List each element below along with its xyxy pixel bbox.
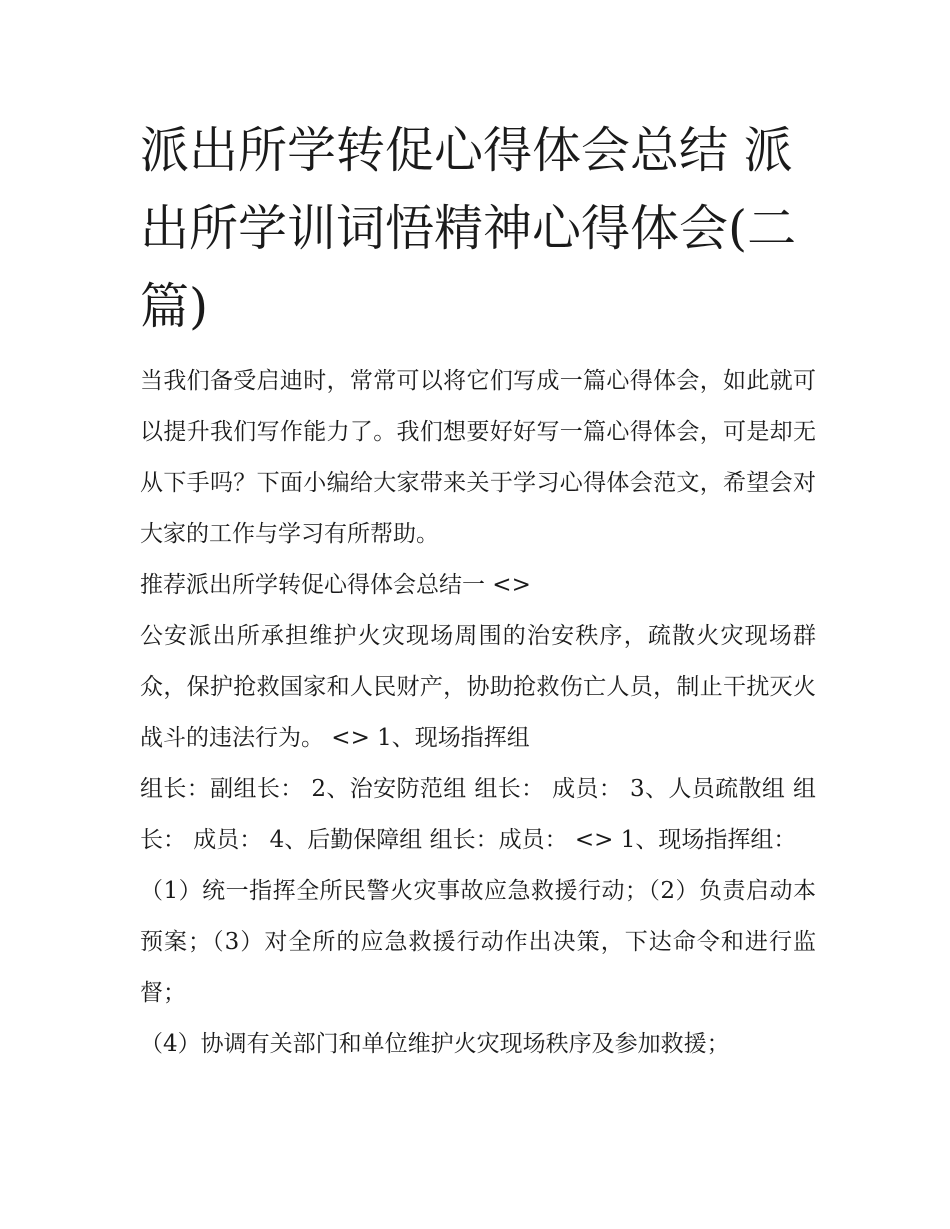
paragraph-groups: 组长：副组长： 2、治安防范组 组长： 成员： 3、人员疏散组 组长： 成员： 4、后勤保障组 组长：成员： <> 1、现场指挥组：	[140, 776, 816, 853]
paragraph-duties: 公安派出所承担维护火灾现场周围的治安秩序，疏散火灾现场群众，保护抢救国家和人民财产，协助抢救伤亡人员，制止干扰灭火战斗的违法行为。 <> 1、现场指挥组	[140, 623, 816, 751]
paragraph-intro: 当我们备受启迪时，常常可以将它们写成一篇心得体会，如此就可以提升我们写作能力了。我们想要好好写一篇心得体会，可是却无从下手吗？下面小编给大家带来关于学习心得体会范文，希望会对大家的工作与学习有所帮助。	[140, 368, 816, 547]
document-page	[140, 112, 816, 1070]
document-title: 派出所学转促心得体会总结 派出所学训词悟精神心得体会(二篇)	[140, 122, 797, 335]
paragraph-subheading: 推荐派出所学转促心得体会总结一 <>	[140, 572, 531, 598]
paragraph-items-1-3: （1）统一指挥全所民警火灾事故应急救援行动；（2）负责启动本预案；（3）对全所的应急救援行动作出决策，下达命令和进行监督；	[140, 878, 816, 1006]
paragraph-item-4: （4）协调有关部门和单位维护火灾现场秩序及参加救援；	[140, 1031, 730, 1057]
